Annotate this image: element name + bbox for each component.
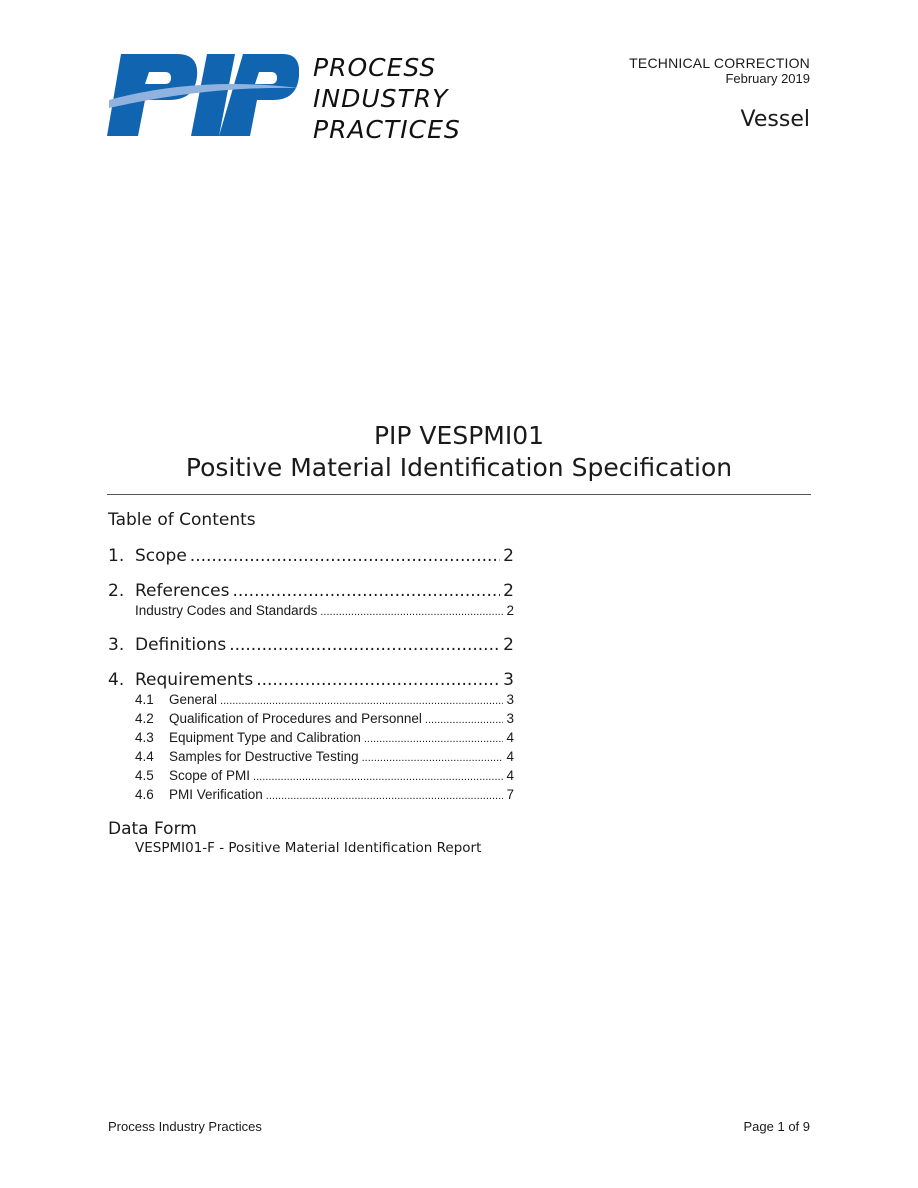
toc-entry-label: Scope [135, 546, 187, 566]
toc-entry-label: PMI Verification [169, 787, 263, 802]
footer-page-number: Page 1 of 9 [743, 1119, 810, 1134]
toc-entry-page: 2 [506, 603, 514, 618]
data-form-item[interactable]: VESPMI01-F - Positive Material Identification Report [135, 840, 482, 856]
header-info [629, 56, 810, 132]
toc-entry-page: 3 [506, 692, 514, 707]
toc-leader [220, 693, 503, 710]
pip-logo-mark [107, 54, 299, 136]
toc-entry-page: 7 [506, 787, 514, 802]
data-form-heading: Data Form [108, 819, 197, 839]
toc-leader [232, 580, 500, 602]
toc-entry-page: 3 [503, 670, 514, 690]
toc-entry-page: 4 [506, 768, 514, 783]
toc-leader [190, 545, 500, 567]
toc-entry-page: 4 [506, 749, 514, 764]
toc-leader [253, 769, 503, 786]
toc-entry-page: 2 [503, 581, 514, 601]
logo-word-practices: PRACTICES [313, 115, 461, 144]
logo-word-process: PROCESS [313, 53, 437, 82]
logo-wordmark [313, 52, 461, 145]
toc-entry-equipment[interactable] [108, 729, 514, 748]
toc-heading: Table of Contents [108, 510, 256, 530]
toc-entry-scope[interactable] [108, 545, 514, 567]
toc-leader [229, 634, 500, 656]
toc-leader [320, 604, 503, 621]
toc-entry-label: General [169, 692, 218, 707]
toc-entry-references[interactable] [108, 580, 514, 602]
table-of-contents [108, 510, 514, 857]
toc-entry-definitions[interactable] [108, 634, 514, 656]
toc-entry-number: 4. [108, 670, 125, 690]
title-divider [107, 494, 811, 495]
footer-organization: Process Industry Practices [108, 1119, 262, 1134]
toc-entry-number: 4.3 [135, 730, 154, 745]
toc-entry-label: Definitions [135, 635, 227, 655]
logo-word-industry: INDUSTRY [313, 84, 449, 113]
toc-leader [256, 669, 500, 691]
toc-entry-label: Equipment Type and Calibration [169, 730, 361, 745]
toc-entry-industry-codes[interactable] [108, 602, 514, 621]
pip-logo [107, 52, 467, 144]
toc-entry-pmi-verification[interactable] [108, 786, 514, 805]
toc-entry-number: 4.5 [135, 768, 154, 783]
toc-entry-label: Scope of PMI [169, 768, 251, 783]
toc-entry-number: 3. [108, 635, 125, 655]
toc-entry-page: 2 [503, 546, 514, 566]
toc-entry-label: Samples for Destructive Testing [169, 749, 359, 764]
toc-entry-number: 4.1 [135, 692, 154, 707]
toc-entry-label: References [135, 581, 230, 601]
toc-entry-label: Qualification of Procedures and Personnel [169, 711, 422, 726]
toc-entry-page: 3 [506, 711, 514, 726]
document-number: PIP VESPMI01 [373, 421, 545, 450]
toc-entry-label: Requirements [135, 670, 254, 690]
toc-leader [364, 731, 504, 748]
toc-entry-number: 1. [108, 546, 125, 566]
toc-entry-number: 4.2 [135, 711, 154, 726]
toc-leader [425, 712, 504, 729]
toc-leader [362, 750, 504, 767]
toc-entry-qualification[interactable] [108, 710, 514, 729]
toc-entry-label: Industry Codes and Standards [135, 603, 318, 618]
toc-entry-number: 4.6 [135, 787, 154, 802]
document-category: Vessel [740, 107, 810, 132]
toc-entry-samples[interactable] [108, 748, 514, 767]
toc-entry-requirements[interactable] [108, 669, 514, 691]
document-date: February 2019 [725, 71, 810, 86]
toc-leader [266, 788, 504, 805]
toc-entry-page: 4 [506, 730, 514, 745]
document-title [107, 420, 811, 484]
toc-entry-general[interactable] [108, 691, 514, 710]
toc-entry-page: 2 [503, 635, 514, 655]
toc-entry-scope-of-pmi[interactable] [108, 767, 514, 786]
toc-entry-number: 4.4 [135, 749, 154, 764]
toc-entry-number: 2. [108, 581, 125, 601]
document-status: TECHNICAL CORRECTION [629, 55, 810, 71]
document-name: Positive Material Identification Specification [185, 453, 733, 482]
